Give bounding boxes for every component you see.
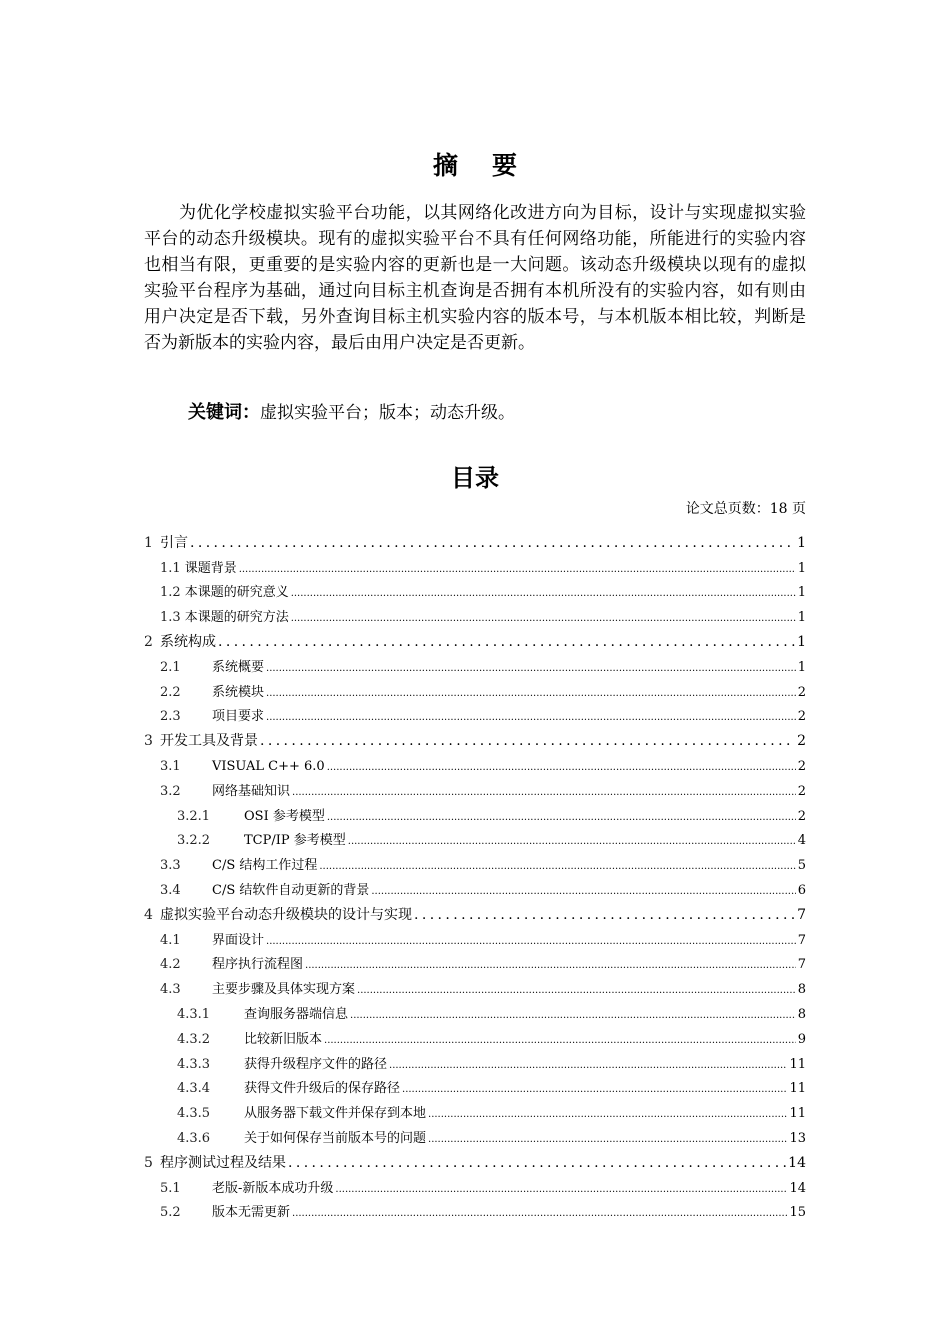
toc-entry-page: 11: [789, 1081, 806, 1097]
toc-entry-number: 4.3.1: [177, 1006, 211, 1022]
toc-entry-page: 2: [797, 733, 806, 750]
toc-entry[interactable]: [144, 601, 806, 626]
abstract-body: 为优化学校虚拟实验平台功能，以其网络化改进方向为目标，设计与实现虚拟实验平台的动态升级模块。现有的虚拟实验平台不具有任何网络功能，所能进行的实验内容也相当有限，更重要的是实验内容的更新也是一大问题。该动态升级模块以现有的虚拟实验平台程序为基础，通过向目标主机查询是否拥有本机所没有的实验内容，如有则由用户决定是否下载，另外查询目标主机实验内容的版本号，与本机版本相比较，判断是否为新版本的实验内容，最后由用户决定是否更新。: [144, 203, 806, 353]
toc-entry-number: 3.2.2: [177, 833, 211, 849]
toc-entry[interactable]: [144, 626, 806, 651]
toc-entry-title: 引言: [160, 534, 188, 551]
toc-entry-title: 系统概要: [212, 659, 265, 675]
toc-entry[interactable]: [144, 750, 806, 775]
toc-entry-number: 1.1: [160, 560, 181, 576]
toc-entry-title: 系统构成: [160, 633, 216, 650]
toc-dot-leader: [190, 535, 795, 552]
toc-dot-leader: [319, 860, 795, 874]
toc-entry-title: 本课题的研究意义: [184, 585, 289, 601]
toc-dot-leader: [266, 662, 796, 676]
toc-entry-title: 老版-新版本成功升级: [212, 1180, 334, 1196]
toc-entry-title: 项目要求: [212, 709, 265, 725]
toc-entry-title: 从服务器下载文件并保存到本地: [244, 1106, 427, 1122]
toc-entry[interactable]: [144, 1048, 806, 1073]
toc-entry[interactable]: [144, 949, 806, 974]
toc-entry[interactable]: [144, 577, 806, 602]
toc-title: 目录: [451, 464, 499, 492]
toc-entry-page: 14: [789, 1180, 806, 1196]
toc-entry[interactable]: [144, 973, 806, 998]
toc-entry[interactable]: [144, 1073, 806, 1098]
toc-entry-title: 比较新旧版本: [244, 1031, 323, 1047]
toc-entry[interactable]: [144, 725, 806, 750]
toc-entry-number: 4.3.6: [177, 1130, 211, 1146]
toc-entry-page: 7: [797, 906, 806, 923]
toc-dot-leader: [357, 984, 796, 998]
toc-entry[interactable]: [144, 1197, 806, 1222]
toc-entry[interactable]: [144, 552, 806, 577]
toc-entry-number: 3.2.1: [177, 808, 211, 824]
toc-entry-page: 6: [797, 882, 806, 898]
toc-entry-page: 13: [789, 1130, 806, 1146]
toc-dot-leader: [389, 1059, 787, 1073]
toc-dot-leader: [266, 687, 796, 701]
toc-dot-leader: [402, 1083, 787, 1097]
toc-dot-leader: [350, 1009, 796, 1023]
keywords-line: [188, 400, 515, 426]
toc-dot-leader: [266, 935, 796, 949]
toc-entry[interactable]: [144, 701, 806, 726]
toc-entry-page: 15: [789, 1205, 806, 1221]
toc-entry[interactable]: [144, 924, 806, 949]
toc-entry-number: 5.2: [160, 1205, 181, 1221]
abstract-title: 摘要: [432, 151, 551, 180]
toc-entry-page: 4: [797, 833, 806, 849]
toc-dot-leader: [292, 1207, 787, 1221]
toc-dot-leader: [291, 587, 796, 601]
toc-entry[interactable]: [144, 1147, 806, 1172]
toc-entry-number: 4.3: [160, 982, 181, 998]
toc-entry-title: 本课题的研究方法: [184, 610, 289, 626]
toc-entry-title: 开发工具及背景: [160, 733, 258, 750]
toc-entry-number: 3.3: [160, 858, 181, 874]
toc-entry-number: 4.3.3: [177, 1056, 211, 1072]
toc-entry-number: 4.2: [160, 957, 181, 973]
toc-entry-page: 1: [797, 560, 806, 576]
toc-entry-page: 9: [797, 1031, 806, 1047]
toc-entry[interactable]: [144, 825, 806, 850]
table-of-contents: [144, 527, 806, 1221]
toc-entry[interactable]: [144, 800, 806, 825]
toc-dot-leader: [288, 1155, 786, 1172]
toc-entry-title: 网络基础知识: [212, 783, 291, 799]
toc-entry-title: 主要步骤及具体实现方案: [212, 982, 356, 998]
toc-dot-leader: [371, 885, 795, 899]
toc-entry-title: 虚拟实验平台动态升级模块的设计与实现: [160, 906, 412, 923]
toc-entry-number: 5: [144, 1154, 153, 1171]
toc-entry-number: 3.4: [160, 882, 181, 898]
toc-dot-leader: [327, 811, 796, 825]
toc-entry-title: 获得升级程序文件的路径: [244, 1056, 388, 1072]
toc-entry[interactable]: [144, 527, 806, 552]
toc-dot-leader: [260, 733, 795, 750]
toc-dot-leader: [327, 761, 796, 775]
toc-entry-page: 1: [797, 585, 806, 601]
toc-entry-number: 3.2: [160, 783, 181, 799]
toc-entry-number: 1.2: [160, 585, 181, 601]
toc-entry-number: 2.1: [160, 659, 181, 675]
toc-entry-title: 课题背景: [184, 560, 237, 576]
toc-entry[interactable]: [144, 1122, 806, 1147]
toc-entry[interactable]: [144, 1097, 806, 1122]
toc-dot-leader: [414, 907, 795, 924]
toc-entry-title: 查询服务器端信息: [244, 1006, 349, 1022]
toc-dot-leader: [348, 835, 796, 849]
toc-entry-title: TCP/IP 参考模型: [244, 833, 346, 849]
toc-dot-leader: [218, 634, 795, 651]
toc-entry-number: 4.3.4: [177, 1081, 211, 1097]
toc-dot-leader: [239, 563, 796, 577]
toc-dot-leader: [428, 1108, 787, 1122]
toc-entry-title: 版本无需更新: [212, 1205, 291, 1221]
toc-entry[interactable]: [144, 998, 806, 1023]
toc-entry-title: 程序测试过程及结果: [160, 1154, 286, 1171]
toc-entry-title: 程序执行流程图: [212, 957, 304, 973]
toc-entry-title: VISUAL C++ 6.0: [212, 758, 325, 774]
toc-entry-number: 1: [144, 534, 153, 551]
toc-entry-page: 1: [797, 610, 806, 626]
toc-dot-leader: [291, 612, 796, 626]
toc-entry-number: 5.1: [160, 1180, 181, 1196]
toc-entry-page: 8: [797, 982, 806, 998]
toc-entry[interactable]: [144, 676, 806, 701]
toc-entry[interactable]: [144, 874, 806, 899]
keywords-label: 关键词：: [188, 402, 260, 423]
keywords-text: 虚拟实验平台；版本；动态升级。: [260, 403, 515, 423]
toc-entry-page: 1: [797, 659, 806, 675]
toc-entry-page: 2: [797, 709, 806, 725]
toc-entry-number: 3.1: [160, 758, 181, 774]
toc-dot-leader: [292, 786, 796, 800]
toc-entry-number: 4.3.2: [177, 1031, 211, 1047]
toc-entry-page: 7: [797, 932, 806, 948]
toc-entry-page: 2: [797, 783, 806, 799]
toc-entry-number: 3: [144, 733, 153, 750]
toc-entry-page: 5: [797, 858, 806, 874]
toc-entry[interactable]: [144, 651, 806, 676]
toc-entry-page: 1: [797, 534, 806, 551]
toc-entry-title: 获得文件升级后的保存路径: [244, 1081, 401, 1097]
toc-entry-page: 11: [789, 1056, 806, 1072]
toc-entry-page: 2: [797, 684, 806, 700]
toc-entry-number: 2: [144, 633, 153, 650]
toc-entry-title: C/S 结软件自动更新的背景: [212, 882, 370, 898]
toc-entry-number: 4.1: [160, 932, 181, 948]
toc-dot-leader: [335, 1183, 787, 1197]
toc-dot-leader: [324, 1034, 796, 1048]
toc-entry-page: 1: [797, 633, 806, 650]
toc-entry[interactable]: [144, 1172, 806, 1197]
toc-entry[interactable]: [144, 899, 806, 924]
toc-entry[interactable]: [144, 775, 806, 800]
toc-entry-page: 14: [788, 1154, 806, 1171]
toc-entry-title: 界面设计: [212, 932, 265, 948]
toc-entry-number: 1.3: [160, 610, 181, 626]
toc-entry-page: 2: [797, 758, 806, 774]
toc-entry-title: OSI 参考模型: [244, 808, 325, 824]
toc-entry-number: 4: [144, 906, 153, 923]
toc-entry[interactable]: [144, 849, 806, 874]
total-page-count: 论文总页数：18 页: [685, 501, 806, 517]
toc-dot-leader: [428, 1133, 787, 1147]
toc-entry-page: 2: [797, 808, 806, 824]
toc-entry-number: 2.3: [160, 709, 181, 725]
toc-entry-number: 4.3.5: [177, 1106, 211, 1122]
toc-dot-leader: [305, 959, 796, 973]
toc-entry-page: 11: [789, 1106, 806, 1122]
toc-entry-page: 7: [797, 957, 806, 973]
toc-entry-title: 关于如何保存当前版本号的问题: [244, 1130, 427, 1146]
toc-dot-leader: [266, 711, 796, 725]
toc-entry-title: C/S 结构工作过程: [212, 858, 318, 874]
toc-entry-number: 2.2: [160, 684, 181, 700]
toc-entry[interactable]: [144, 1023, 806, 1048]
toc-entry-title: 系统模块: [212, 684, 265, 700]
toc-entry-page: 8: [797, 1006, 806, 1022]
